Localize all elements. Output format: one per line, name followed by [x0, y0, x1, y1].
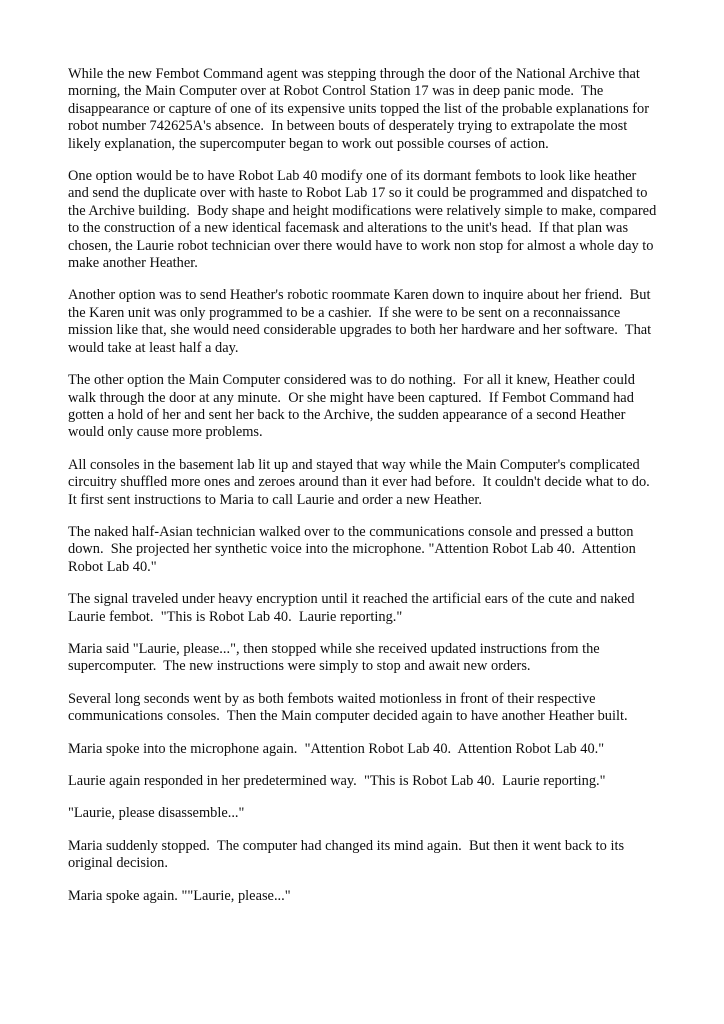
- document-text-block: [68, 66, 660, 920]
- paragraph: Laurie again responded in her predetermined way. "This is Robot Lab 40. Laurie reporting.": [68, 773, 606, 789]
- paragraph: Maria suddenly stopped. The computer had changed its mind again. But then it went back to its original decision.: [68, 837, 628, 872]
- paragraph: Maria said "Laurie, please...", then stopped while she received updated instructions from the supercomputer. The new instructions were simply to stop and await new orders.: [68, 640, 604, 675]
- paragraph: The signal traveled under heavy encryption until it reached the artificial ears of the cute and naked Laurie fembot. "This is Robot Lab 40. Laurie reporting.": [68, 591, 639, 625]
- paragraph: All consoles in the basement lab lit up and stayed that way while the Main Computer's complicated circuitry shuffled more ones and zeroes around than it ever had before. It couldn't decide what to do. It first sent instructions to Maria to call Laurie and order a new Heather.: [68, 456, 657, 508]
- paragraph: One option would be to have Robot Lab 40 modify one of its dormant fembots to look like heather and send the duplicate over with haste to Robot Lab 17 so it could be programmed and dispatched to the Archive building. Body shape and height modifications were relatively simple to make, compared to the construction of a new identical facemask and alterations to the unit's head. If that plan was chosen, the Laurie robot technician over there would have to work non stop for almost a whole day to make another Heather.: [68, 168, 660, 272]
- paragraph: Maria spoke again. ""Laurie, please...": [68, 887, 291, 904]
- paragraph: "Laurie, please disassemble...": [68, 805, 245, 822]
- paragraph: Another option was to send Heather's robotic roommate Karen down to inquire about her friend. But the Karen unit was only programmed to be a cashier. If she were to be sent on a reconnaissance mission like that, she would need considerable upgrades to both her hardware and her software. That would take at least half a day.: [68, 287, 655, 356]
- paragraph: The naked half-Asian technician walked over to the communications console and pressed a button down. She projected her synthetic voice into the microphone. "Attention Robot Lab 40. Attention Robot Lab 40.": [68, 523, 640, 575]
- paragraph: The other option the Main Computer considered was to do nothing. For all it knew, Heather could walk through the door at any minute. Or she might have been captured. If Fembot Command had gotten a hold of her and sent her back to the Archive, the sudden appearance of a second Heather would only cause more problems.: [68, 372, 639, 441]
- paragraph: Several long seconds went by as both fembots waited motionless in front of their respective communications consoles. Then the Main computer decided again to have another Heather built.: [68, 690, 628, 725]
- paragraph: While the new Fembot Command agent was stepping through the door of the National Archive that morning, the Main Computer over at Robot Control Station 17 was in deep panic mode. The disappearance or capture of one of its expensive units topped the list of the probable explanations for robot number 742625A's absence. In between bouts of desperately trying to extrapolate the most likely explanation, the supercomputer began to work out possible courses of action.: [68, 66, 653, 152]
- paragraph: Maria spoke into the microphone again. "Attention Robot Lab 40. Attention Robot Lab 40.": [68, 740, 605, 757]
